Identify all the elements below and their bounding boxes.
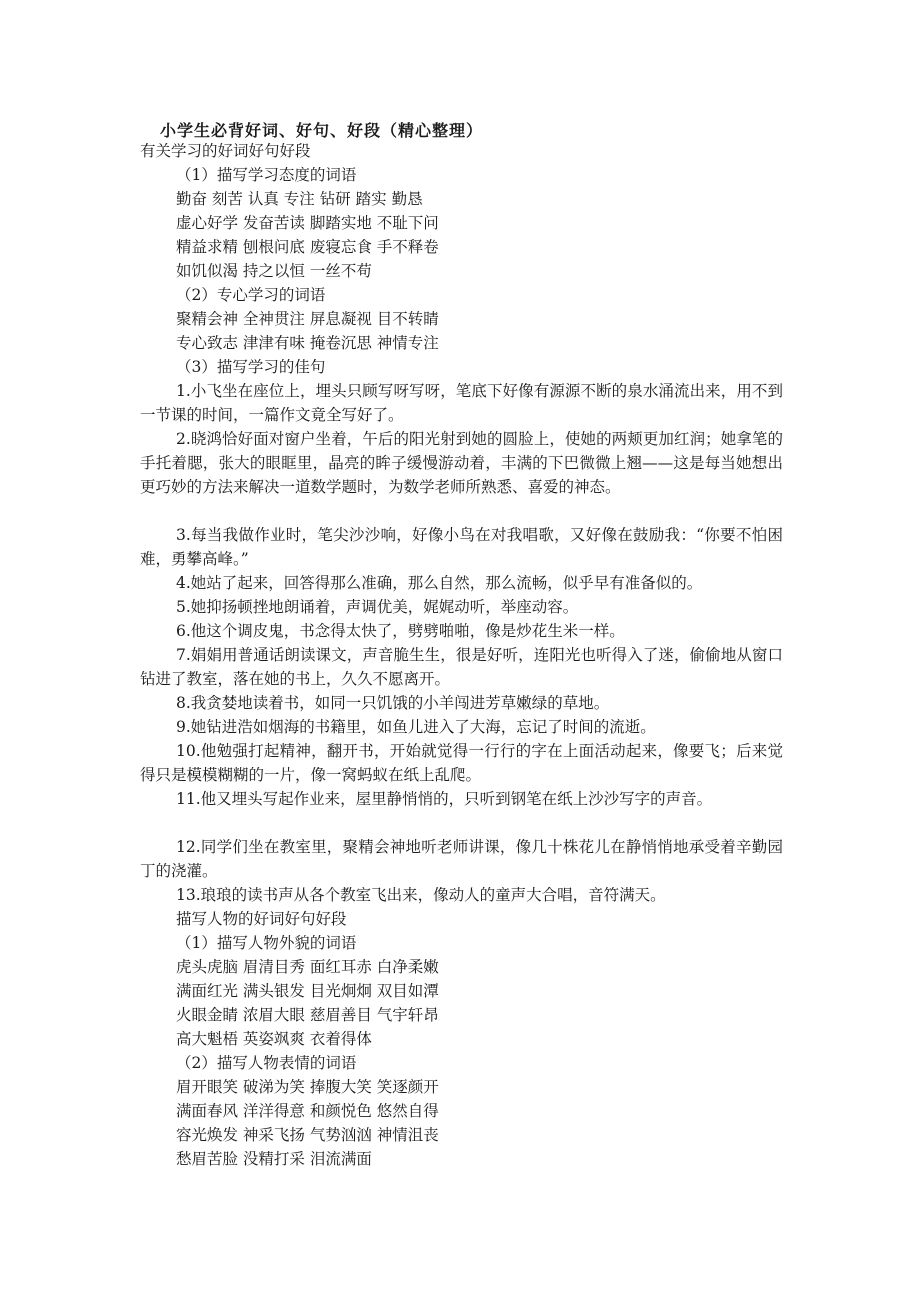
sentence-paragraph: 4.她站了起来，回答得那么准确，那么自然，那么流畅，似乎早有准备似的。: [176, 574, 703, 592]
word-row: 精益求精 刨根问底 废寝忘食 手不释卷: [176, 238, 439, 256]
subheading-study-sentences: （3）描写学习的佳句: [176, 358, 326, 376]
sentence-paragraph: 1.小飞坐在座位上，埋头只顾写呀写呀，笔底下好像有源源不断的泉水涌流出来，用不到一节课的时间，一篇作文竟全写好了。: [140, 382, 783, 424]
word-row: 虎头虎脑 眉清目秀 面红耳赤 白净柔嫩: [176, 958, 439, 976]
sentence-paragraph: 6.他这个调皮鬼，书念得太快了，劈劈啪啪，像是炒花生米一样。: [176, 622, 625, 640]
word-row: 火眼金睛 浓眉大眼 慈眉善目 气宇轩昂: [176, 1006, 439, 1024]
sentence-paragraph: 7.娟娟用普通话朗读课文，声音脆生生，很是好听，连阳光也听得入了迷，偷偷地从窗口钻进了教室，落在她的书上，久久不愿离开。: [140, 646, 783, 688]
sentence-paragraph: 2.晓鸿恰好面对窗户坐着，午后的阳光射到她的圆脸上，使她的两颊更加红润；她拿笔的手托着腮，张大的眼眶里，晶亮的眸子缓慢游动着，丰满的下巴微微上翘——这是每当她想出更巧妙的方法来解决一道数学题时，为数学老师所熟悉、喜爱的神态。: [140, 430, 783, 496]
word-row: 眉开眼笑 破涕为笑 捧腹大笑 笑逐颜开: [176, 1078, 439, 1096]
section-heading-study: 有关学习的好词好句好段: [140, 142, 311, 160]
subheading-appearance: （1）描写人物外貌的词语: [176, 934, 357, 952]
word-row: 专心致志 津津有味 掩卷沉思 神情专注: [176, 334, 439, 352]
word-row: 如饥似渴 持之以恒 一丝不苟: [176, 262, 372, 280]
word-row: 容光焕发 神采飞扬 气势汹汹 神情沮丧: [176, 1126, 439, 1144]
sentence-paragraph: 10.他勉强打起精神，翻开书，开始就觉得一行行的字在上面活动起来，像要飞；后来觉得只是模模糊糊的一片，像一窝蚂蚁在纸上乱爬。: [140, 742, 783, 784]
word-row: 聚精会神 全神贯注 屏息凝视 目不转睛: [176, 310, 439, 328]
sentence-paragraph: 11.他又埋头写起作业来，屋里静悄悄的，只听到钢笔在纸上沙沙写字的声音。: [176, 790, 713, 808]
sentence-paragraph: 13.琅琅的读书声从各个教室飞出来，像动人的童声大合唱，音符满天。: [176, 886, 666, 904]
sentence-paragraph: 12.同学们坐在教室里，聚精会神地听老师讲课，像几十株花儿在静悄悄地承受着辛勤园丁的浇灌。: [140, 838, 783, 880]
sentence-paragraph: 9.她钻进浩如烟海的书籍里，如鱼儿进入了大海，忘记了时间的流逝。: [176, 718, 656, 736]
sentence-paragraph: 8.我贪婪地读着书，如同一只饥饿的小羊闯进芳草嫩绿的草地。: [176, 694, 610, 712]
section-heading-people: 描写人物的好词好句好段: [176, 910, 347, 928]
word-row: 满面春风 洋洋得意 和颜悦色 悠然自得: [176, 1102, 439, 1120]
subheading-focused-study: （2）专心学习的词语: [176, 286, 326, 304]
document-title: 小学生必背好词、好句、好段（精心整理）: [160, 121, 484, 140]
subheading-expression: （2）描写人物表情的词语: [176, 1054, 357, 1072]
word-row: 满面红光 满头银发 目光炯炯 双目如潭: [176, 982, 439, 1000]
word-row: 高大魁梧 英姿飒爽 衣着得体: [176, 1030, 372, 1048]
subheading-study-attitude: （1）描写学习态度的词语: [176, 166, 357, 184]
sentence-paragraph: 5.她抑扬顿挫地朗诵着，声调优美，娓娓动听，举座动容。: [176, 598, 579, 616]
word-row: 勤奋 刻苦 认真 专注 钻研 踏实 勤恳: [176, 190, 423, 208]
word-row: 愁眉苦脸 没精打采 泪流满面: [176, 1150, 372, 1168]
sentence-paragraph: 3.每当我做作业时，笔尖沙沙响，好像小鸟在对我唱歌，又好像在鼓励我：“你要不怕困难，勇攀高峰。”: [140, 526, 783, 568]
word-row: 虚心好学 发奋苦读 脚踏实地 不耻下问: [176, 214, 439, 232]
